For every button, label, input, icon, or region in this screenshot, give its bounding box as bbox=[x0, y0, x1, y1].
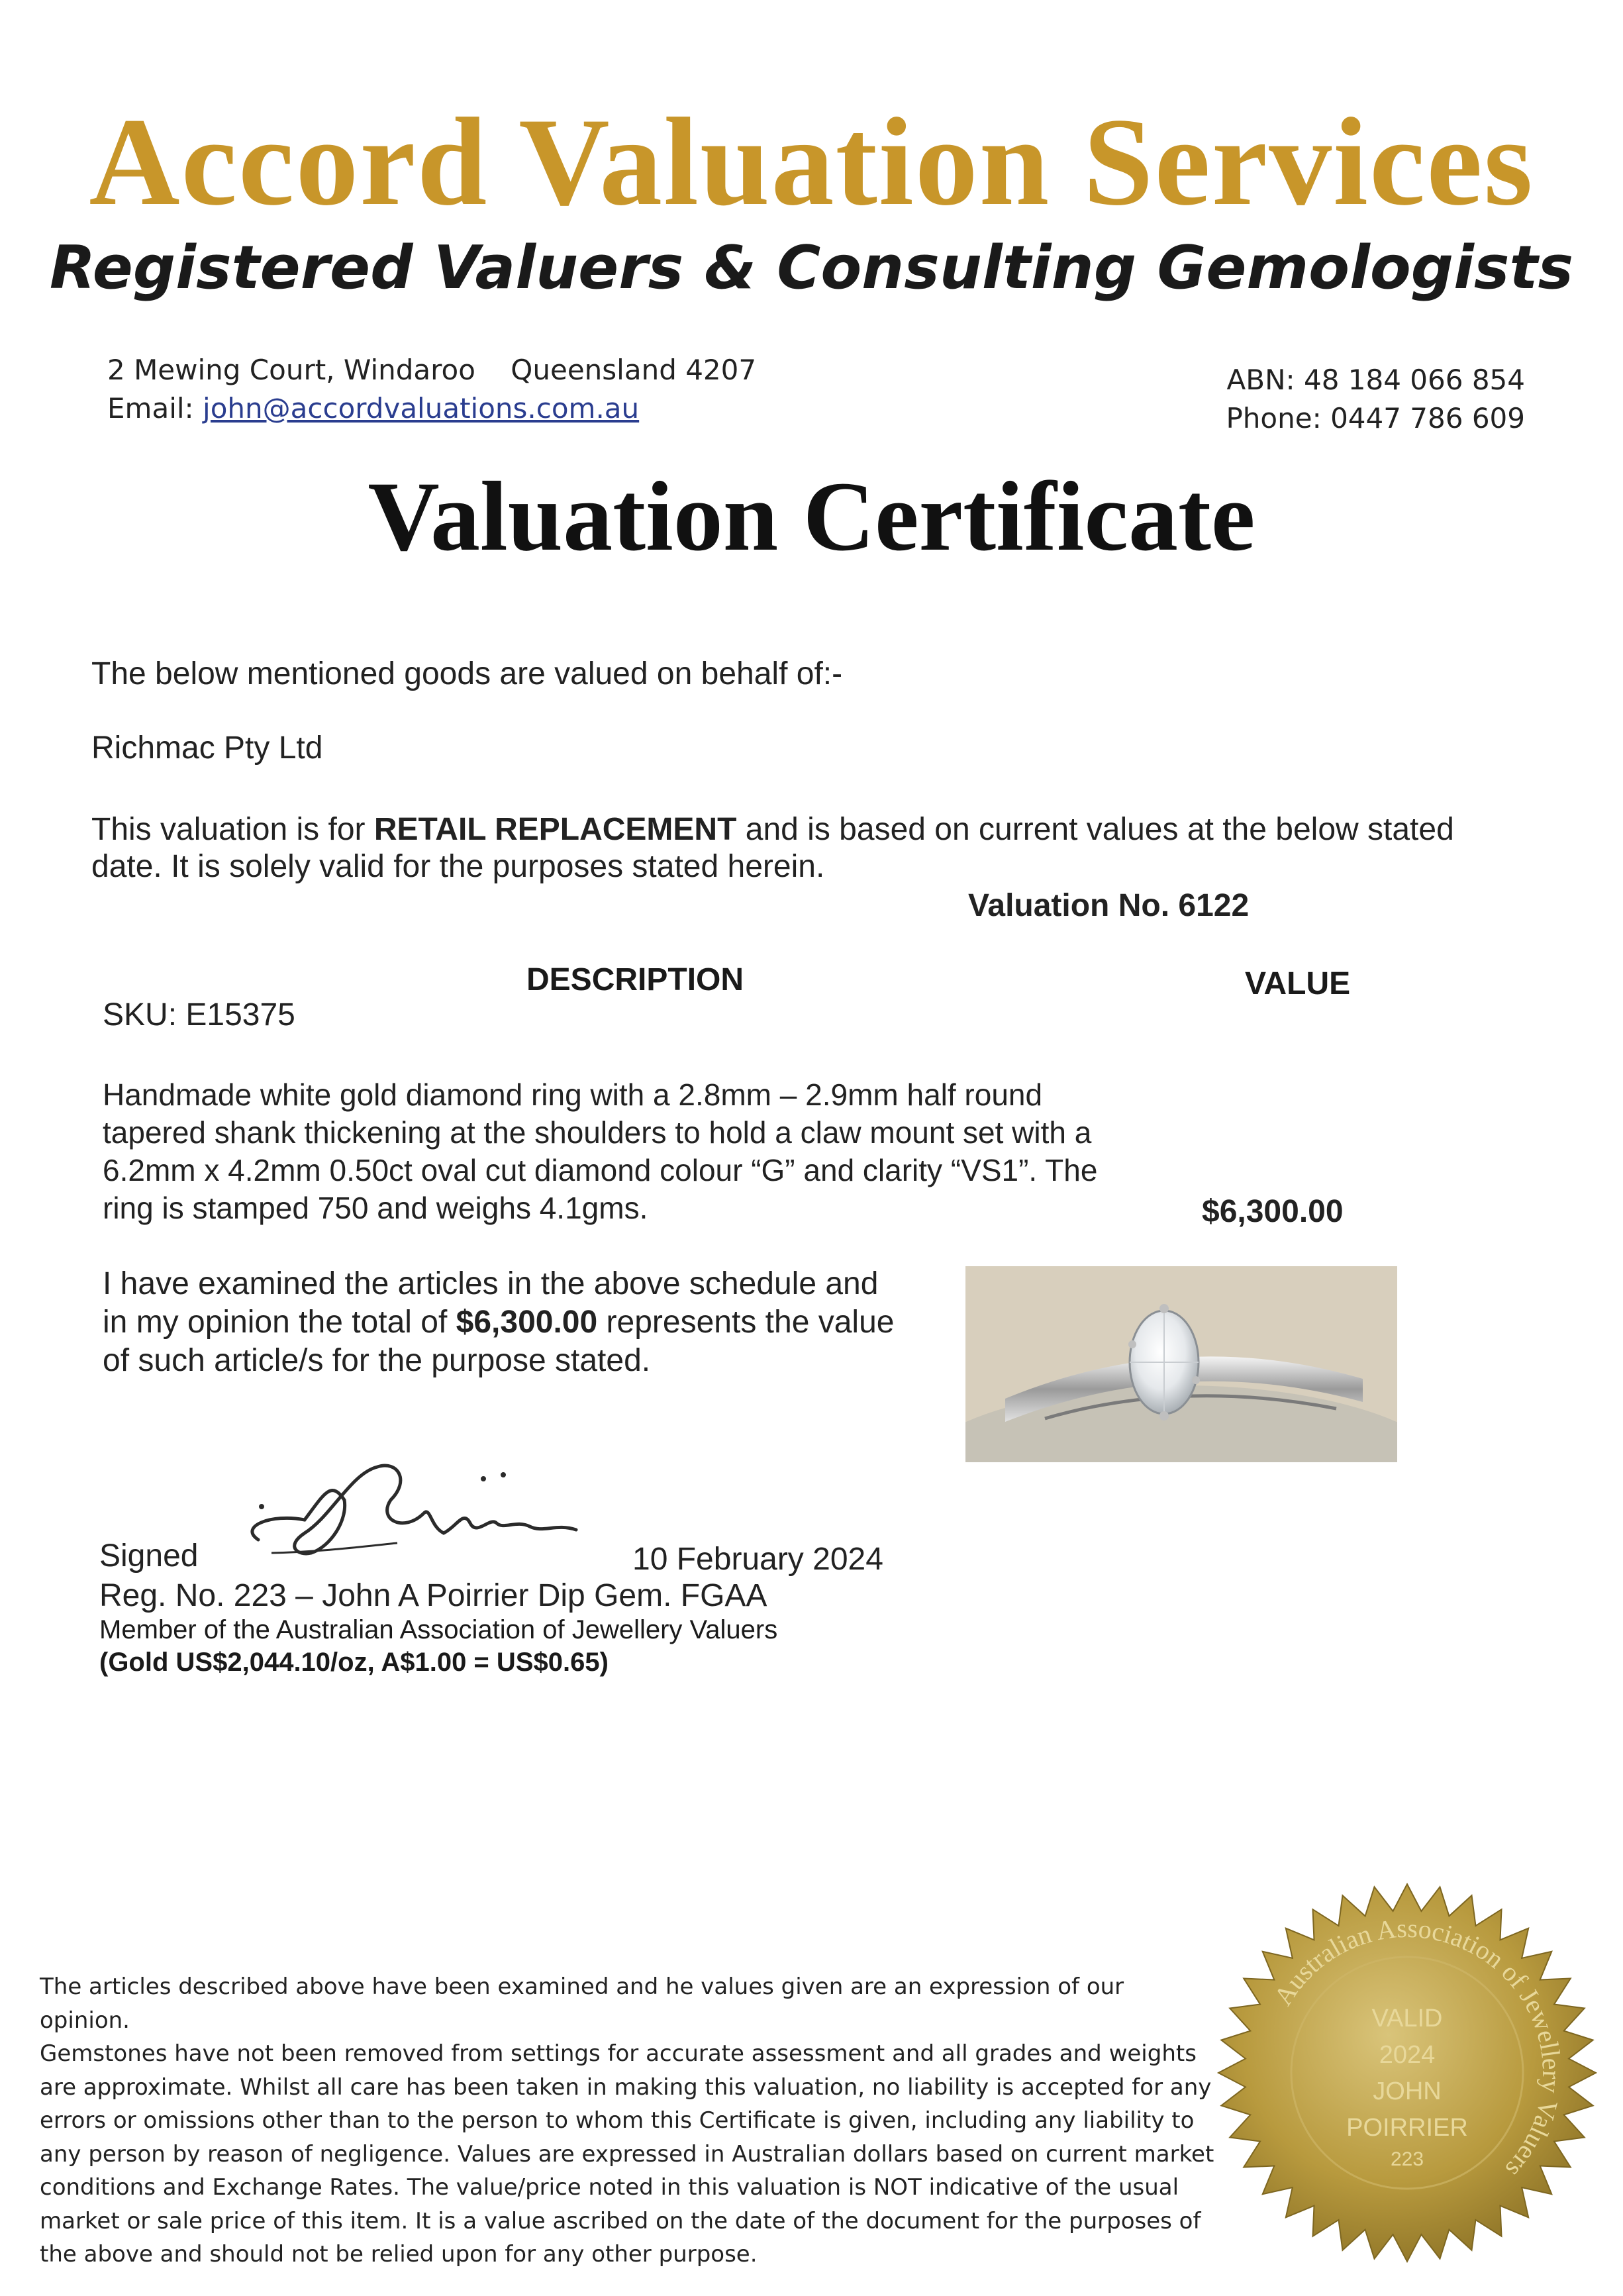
client-name: Richmac Pty Ltd bbox=[91, 730, 323, 766]
contact-right bbox=[1226, 361, 1525, 438]
opinion-text-cont: represents the value bbox=[597, 1305, 895, 1340]
company-name: Accord Valuation Services bbox=[89, 93, 1534, 232]
seal-line-valid: VALID bbox=[1371, 2005, 1443, 2032]
valuation-purpose bbox=[91, 811, 1548, 885]
phone: Phone: 0447 786 609 bbox=[1226, 402, 1525, 434]
association-membership: Member of the Australian Association of Jewellery Valuers bbox=[99, 1615, 778, 1644]
gold-exchange-rate: (Gold US$2,044.10/oz, A$1.00 = US$0.65) bbox=[99, 1648, 609, 1677]
email-line bbox=[107, 389, 756, 428]
signed-label: Signed bbox=[99, 1538, 199, 1573]
disclaimer-line: market or sale price of this item. It is a value ascribed on the date of the document for the purposes of bbox=[40, 2207, 1201, 2234]
disclaimer-line: any person by reason of negligence. Values are expressed in Australian dollars based on current market bbox=[40, 2140, 1214, 2168]
ring-image bbox=[965, 1266, 1397, 1462]
contact-left bbox=[107, 351, 756, 428]
seal-ring-text: Australian Association of Jewellery Valuers bbox=[1267, 1913, 1567, 2184]
purpose-text: This valuation is for bbox=[91, 812, 374, 847]
opinion-line: I have examined the articles in the above schedule and bbox=[103, 1266, 879, 1301]
purpose-text-cont: and is based on current values at the below stated bbox=[736, 812, 1454, 847]
company-tagline: Registered Valuers & Consulting Gemologists bbox=[49, 233, 1574, 303]
disclaimer-line: the above and should not be relied upon for any other purpose. bbox=[40, 2241, 758, 2268]
handwritten-signature bbox=[232, 1454, 616, 1573]
valued-on-behalf: The below mentioned goods are valued on behalf of:- bbox=[91, 656, 843, 691]
association-seal bbox=[1215, 1881, 1599, 2265]
email-label: Email: bbox=[107, 392, 194, 424]
value-heading: VALUE bbox=[1245, 966, 1351, 1001]
description-heading: DESCRIPTION bbox=[526, 962, 744, 997]
ring-photo bbox=[965, 1266, 1397, 1462]
seal-line-surname: POIRRIER bbox=[1346, 2114, 1468, 2142]
description-line: tapered shank thickening at the shoulders to hold a claw mount set with a bbox=[103, 1115, 1092, 1150]
seal-line-number: 223 bbox=[1390, 2148, 1424, 2170]
opinion-text: in my opinion the total of bbox=[103, 1305, 456, 1340]
email-link[interactable]: john@accordvaluations.com.au bbox=[203, 392, 640, 424]
item-value: $6,300.00 bbox=[1202, 1194, 1344, 1229]
disclaimer-line: The articles described above have been examined and he values given are an expression of our opinion. bbox=[40, 1973, 1124, 2034]
item-description bbox=[103, 1076, 1228, 1227]
sku: SKU: E15375 bbox=[103, 997, 295, 1032]
signature-date: 10 February 2024 bbox=[632, 1542, 883, 1577]
registration-number: Reg. No. 223 – John A Poirrier Dip Gem. FGAA bbox=[99, 1578, 767, 1613]
description-line: ring is stamped 750 and weighs 4.1gms. bbox=[103, 1191, 648, 1225]
opinion-line: of such article/s for the purpose stated. bbox=[103, 1343, 651, 1378]
opinion-total: $6,300.00 bbox=[456, 1305, 598, 1340]
opinion-statement bbox=[103, 1265, 894, 1380]
disclaimer-line: errors or omissions other than to the person to whom this Certificate is given, including any liability to bbox=[40, 2107, 1195, 2134]
seal-line-year: 2024 bbox=[1379, 2041, 1436, 2069]
purpose-line2: date. It is solely valid for the purposes stated herein. bbox=[91, 849, 825, 884]
disclaimer-line: are approximate. Whilst all care has been taken in making this valuation, no liability is accepted for any bbox=[40, 2073, 1212, 2101]
description-line: 6.2mm x 4.2mm 0.50ct oval cut diamond colour “G” and clarity “VS1”. The bbox=[103, 1153, 1098, 1187]
certificate-title: Valuation Certificate bbox=[368, 462, 1255, 572]
address: 2 Mewing Court, Windaroo Queensland 4207 bbox=[107, 354, 757, 386]
purpose-type: RETAIL REPLACEMENT bbox=[373, 812, 737, 847]
disclaimer-line: Gemstones have not been removed from settings for accurate assessment and all grades and weights bbox=[40, 2040, 1197, 2067]
disclaimer bbox=[40, 1970, 1218, 2271]
description-line: Handmade white gold diamond ring with a 2.8mm – 2.9mm half round bbox=[103, 1077, 1043, 1112]
disclaimer-line: conditions and Exchange Rates. The value/price noted in this valuation is NOT indicative of the usual bbox=[40, 2174, 1179, 2201]
abn: ABN: 48 184 066 854 bbox=[1226, 364, 1525, 396]
valuation-number: Valuation No. 6122 bbox=[968, 888, 1250, 923]
seal-line-first-name: JOHN bbox=[1373, 2077, 1442, 2105]
